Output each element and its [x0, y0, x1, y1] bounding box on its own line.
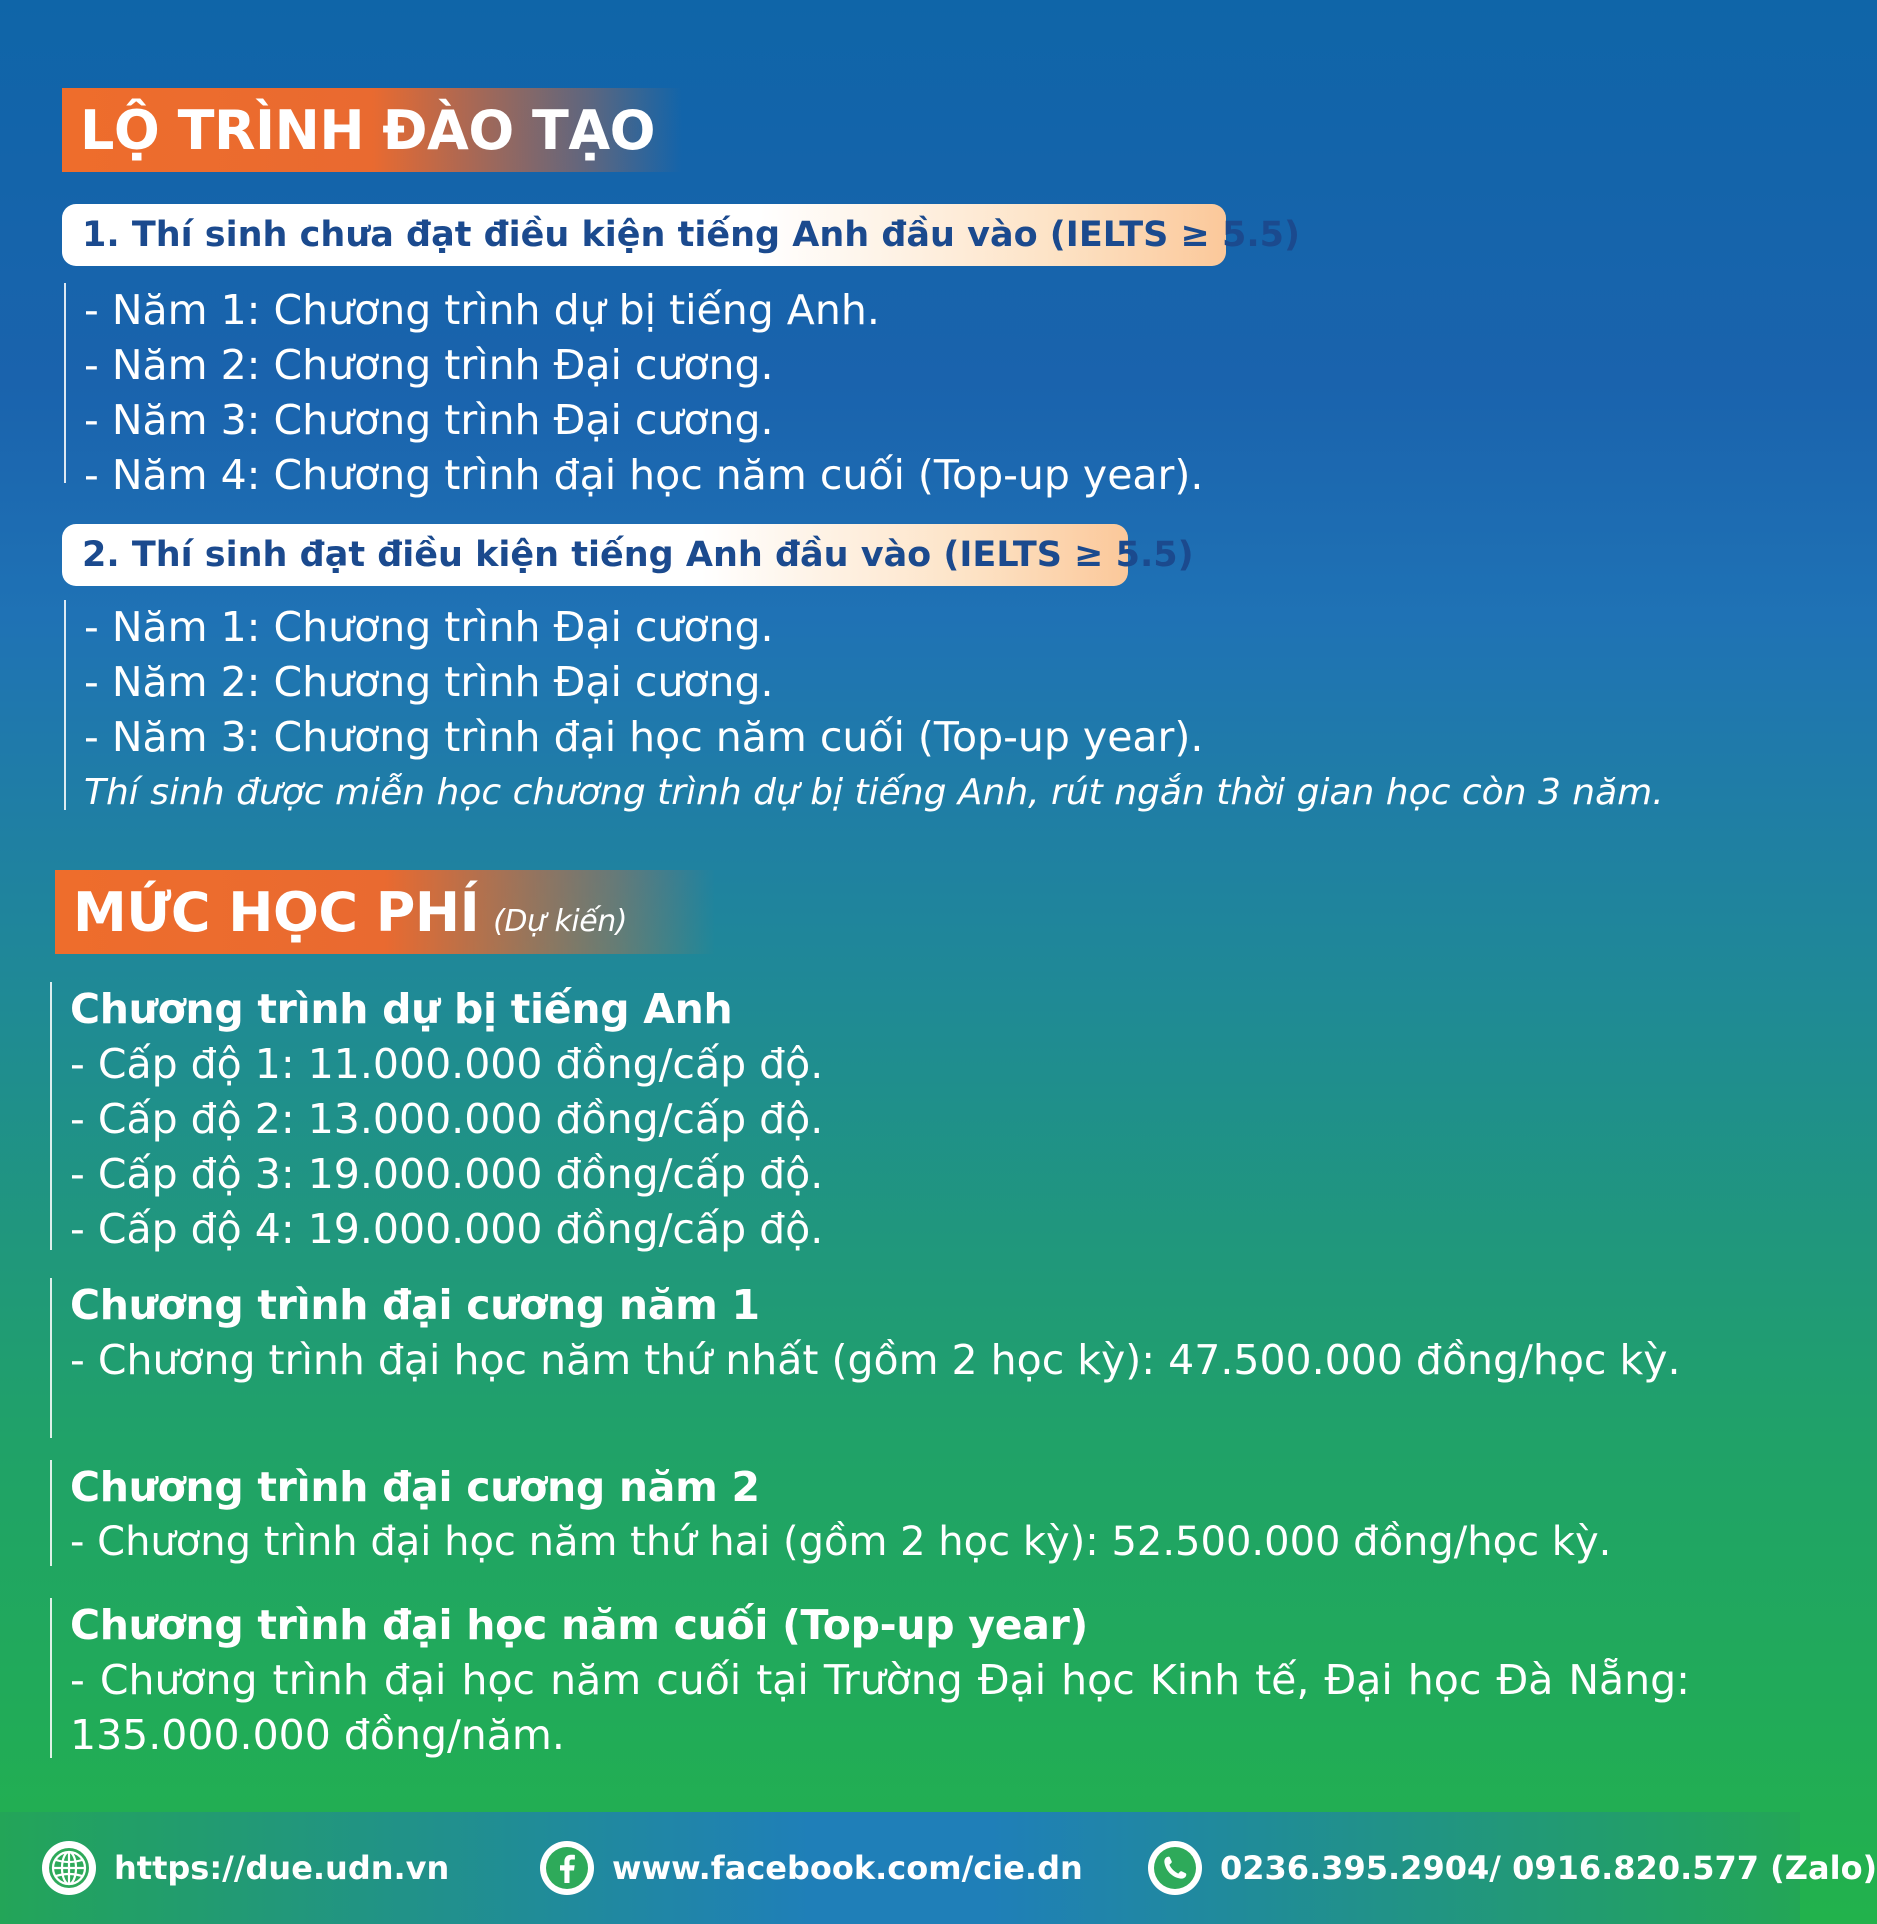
group1-heading	[62, 204, 1301, 266]
fees-topup-heading: Chương trình đại học năm cuối (Top-up year)	[70, 1601, 1088, 1649]
group1-heading-text: 1. Thí sinh chưa đạt điều kiện tiếng Anh đầu vào (IELTS ≥ 5.5)	[82, 215, 1301, 255]
footer-facebook[interactable]	[540, 1812, 1083, 1924]
group2-list	[64, 600, 1764, 813]
training-section-title	[62, 88, 682, 172]
group2-heading-text: 2. Thí sinh đạt điều kiện tiếng Anh đầu vào (IELTS ≥ 5.5)	[82, 535, 1194, 575]
list-item: - Năm 4: Chương trình đại học năm cuối (Top-up year).	[84, 451, 1204, 499]
fees-year1-text: - Chương trình đại học năm thứ nhất (gồm 2 học kỳ): 47.500.000 đồng/học kỳ.	[70, 1336, 1681, 1384]
list-item: - Cấp độ 4: 19.000.000 đồng/cấp độ.	[70, 1205, 824, 1253]
footer-phone[interactable]	[1148, 1812, 1877, 1924]
list-item: - Năm 3: Chương trình đại học năm cuối (Top-up year).	[84, 713, 1204, 761]
list-item: - Năm 1: Chương trình Đại cương.	[84, 603, 774, 651]
fees-topup-text: - Chương trình đại học năm cuối tại Trường Đại học Kinh tế, Đại học Đà Nẵng: 135.000.000 đồng/năm.	[70, 1656, 1690, 1759]
footer-website-text: https://due.udn.vn	[114, 1849, 450, 1887]
fees-year1-block	[50, 1278, 1740, 1438]
fees-year2-text: - Chương trình đại học năm thứ hai (gồm 2 học kỳ): 52.500.000 đồng/học kỳ.	[70, 1519, 1612, 1565]
fees-topup-block	[50, 1598, 1740, 1758]
fees-year2-heading: Chương trình đại cương năm 2	[70, 1463, 760, 1511]
list-item: - Năm 3: Chương trình Đại cương.	[84, 396, 774, 444]
fees-title-text: MỨC HỌC PHÍ	[73, 880, 480, 944]
fees-year1-heading: Chương trình đại cương năm 1	[70, 1281, 760, 1329]
fees-section-title	[55, 870, 715, 954]
list-item: - Năm 2: Chương trình Đại cương.	[84, 341, 774, 389]
globe-icon	[42, 1841, 96, 1895]
footer-facebook-text: www.facebook.com/cie.dn	[612, 1849, 1083, 1887]
list-item: - Năm 2: Chương trình Đại cương.	[84, 658, 774, 706]
list-item: - Cấp độ 3: 19.000.000 đồng/cấp độ.	[70, 1150, 824, 1198]
fees-subtitle: (Dự kiến)	[493, 903, 627, 939]
list-item: - Cấp độ 1: 11.000.000 đồng/cấp độ.	[70, 1040, 824, 1088]
fees-prep-heading: Chương trình dự bị tiếng Anh	[70, 985, 733, 1033]
footer-phone-text: 0236.395.2904/ 0916.820.577 (Zalo)	[1220, 1849, 1877, 1887]
training-title-text: LỘ TRÌNH ĐÀO TẠO	[80, 98, 656, 162]
facebook-icon	[540, 1841, 594, 1895]
footer-website[interactable]	[42, 1812, 449, 1924]
list-item: - Năm 1: Chương trình dự bị tiếng Anh.	[84, 286, 880, 334]
footer-bar	[0, 1812, 1877, 1924]
group2-note: Thí sinh được miễn học chương trình dự bị tiếng Anh, rút ngắn thời gian học còn 3 năm.	[84, 772, 1664, 813]
group1-list	[64, 283, 1464, 499]
group2-heading	[62, 524, 1194, 586]
phone-icon	[1148, 1841, 1202, 1895]
fees-year2-block	[50, 1460, 1750, 1566]
list-item: - Cấp độ 2: 13.000.000 đồng/cấp độ.	[70, 1095, 824, 1143]
fees-prep-block	[50, 982, 1750, 1253]
